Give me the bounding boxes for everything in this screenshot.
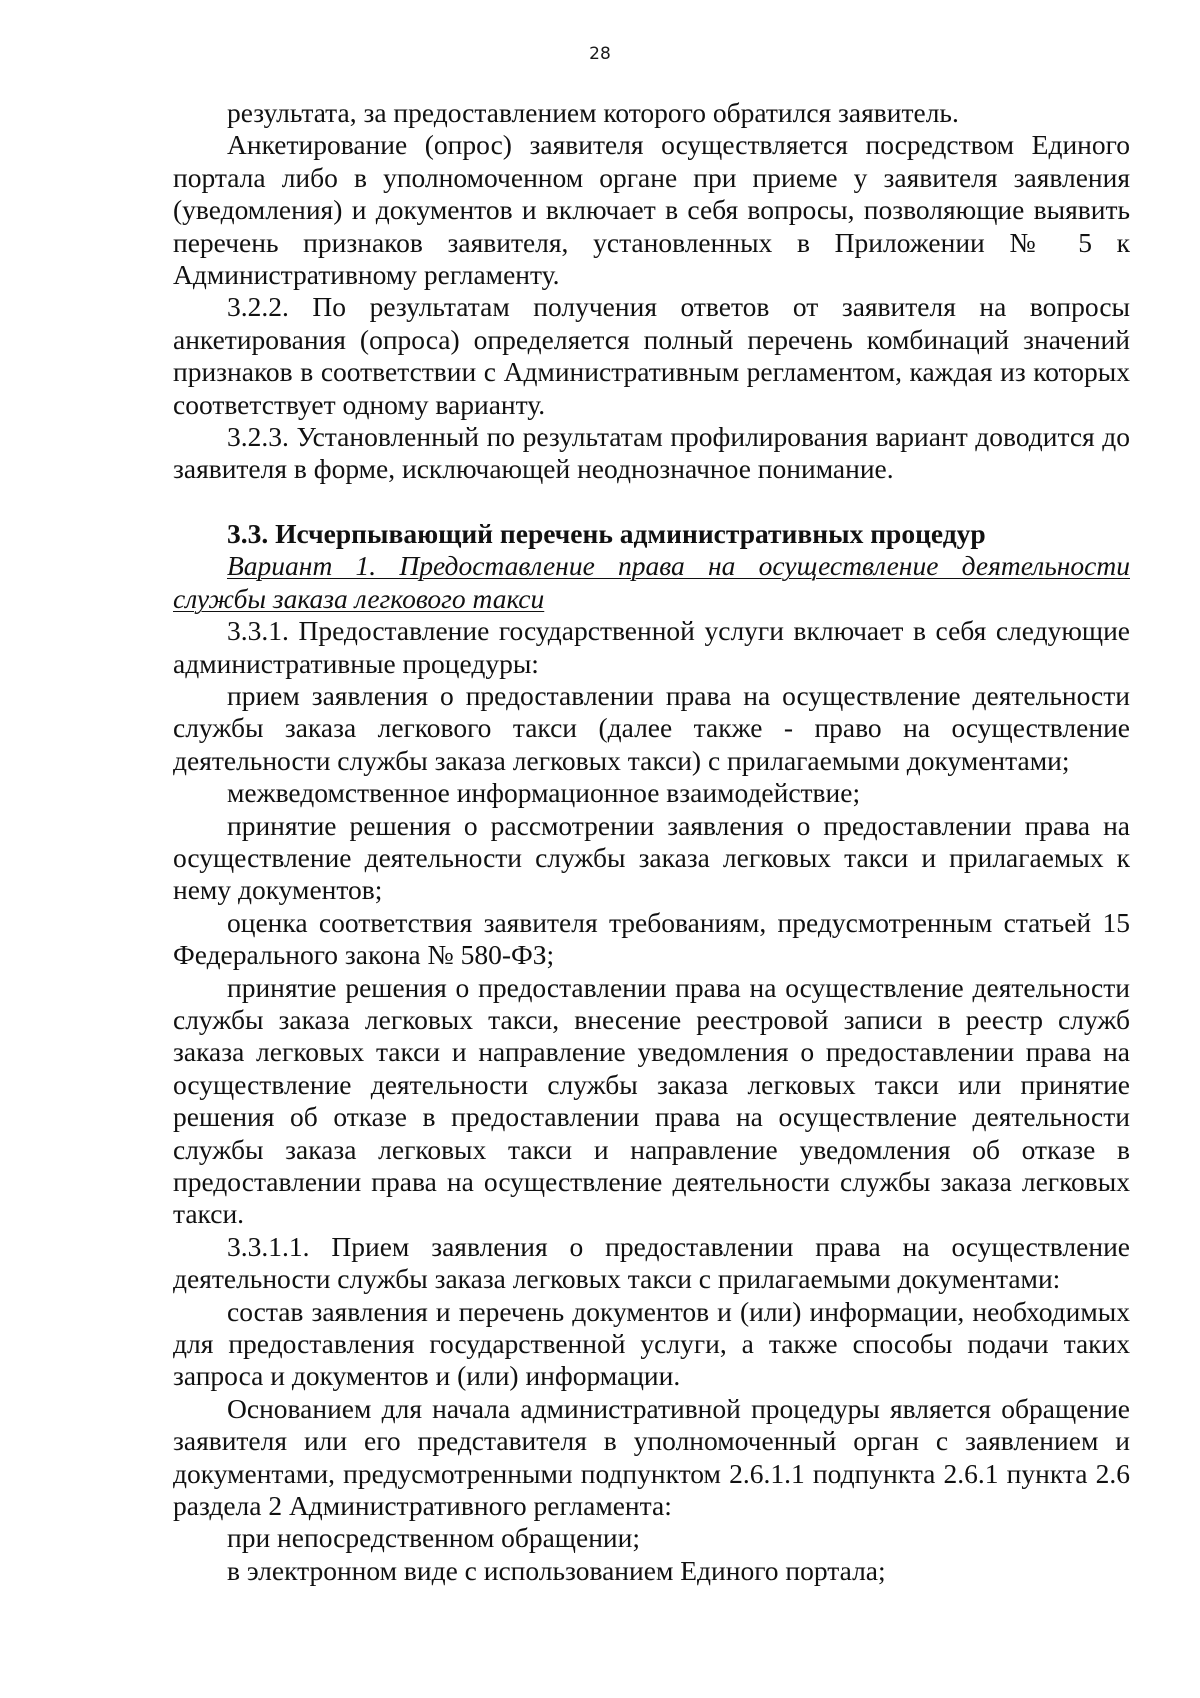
document-body <box>173 97 1130 1587</box>
paragraph-continuation: результата, за предоставлением которого обратился заявитель. <box>227 97 959 128</box>
paragraph-3-2-3: 3.2.3. Установленный по результатам профилирования вариант доводится до заявителя в форме, исключающей неоднозначное понимание. <box>173 421 1130 485</box>
paragraph-3-2-2: 3.2.2. По результатам получения ответов от заявителя на вопросы анкетирования (опроса) определяется полный перечень комбинаций значений признаков в соответствии с Административным регламентом, каждая из которых соответствует одному варианту. <box>173 291 1130 420</box>
section-heading-3-3: 3.3. Исчерпывающий перечень административных процедур <box>227 517 986 549</box>
paragraph-composition: состав заявления и перечень документов и (или) информации, необходимых для предоставления государственной услуги, а также способы подачи таких запроса и документов и (или) информации. <box>173 1295 1130 1392</box>
procedure-item: прием заявления о предоставлении права на осуществление деятельности службы заказа легкового такси (далее также - право на осуществление деятельности службы заказа легковых такси) с прилагаемыми документами; <box>173 679 1130 776</box>
procedure-item: принятие решения о предоставлении права на осуществление деятельности службы заказа легковых такси, внесение реестровой записи в реестр служб заказа легковых такси и направление уведомления о предоставлении права на осуществление деятельности службы заказа легковых такси или принятие решения об отказе в предоставлении права на осуществление деятельности службы заказа легковых такси и направление уведомления об отказе в предоставлении права на осуществление деятельности службы заказа легковых такси. <box>173 971 1130 1230</box>
variant-heading: Вариант 1. Предоставление права на осуществление деятельности службы заказа легкового такси <box>173 550 1130 614</box>
submission-method-item: при непосредственном обращении; <box>227 1522 640 1554</box>
procedure-item: принятие решения о рассмотрении заявления о предоставлении права на осуществление деятельности службы заказа легковых такси и прилагаемых к нему документов; <box>173 809 1130 906</box>
page-number: 28 <box>589 44 611 64</box>
procedure-item: межведомственное информационное взаимодействие; <box>227 777 861 809</box>
paragraph-3-3-1: 3.3.1. Предоставление государственной услуги включает в себя следующие административные процедуры: <box>173 615 1130 679</box>
paragraph-survey: Анкетирование (опрос) заявителя осуществляется посредством Единого портала либо в уполномоченном органе при приеме у заявителя заявления (уведомления) и документов и включает в себя вопросы, позволяющие выявить перечень признаков заявителя, установленных в Приложении № 5 к Административному регламенту. <box>173 129 1130 291</box>
procedure-item: оценка соответствия заявителя требованиям, предусмотренным статьей 15 Федерального закона № 580-ФЗ; <box>173 906 1130 971</box>
paragraph-3-3-1-1: 3.3.1.1. Прием заявления о предоставлении права на осуществление деятельности службы заказа легковых такси с прилагаемыми документами: <box>173 1230 1130 1295</box>
paragraph-basis: Основанием для начала административной процедуры является обращение заявителя или его представителя в уполномоченный орган с заявлением и документами, предусмотренными подпунктом 2.6.1.1 подпункта 2.6.1 пункта 2.6 раздела 2 Административного регламента: <box>173 1392 1130 1522</box>
submission-method-item: в электронном виде с использованием Единого портала; <box>227 1554 886 1586</box>
